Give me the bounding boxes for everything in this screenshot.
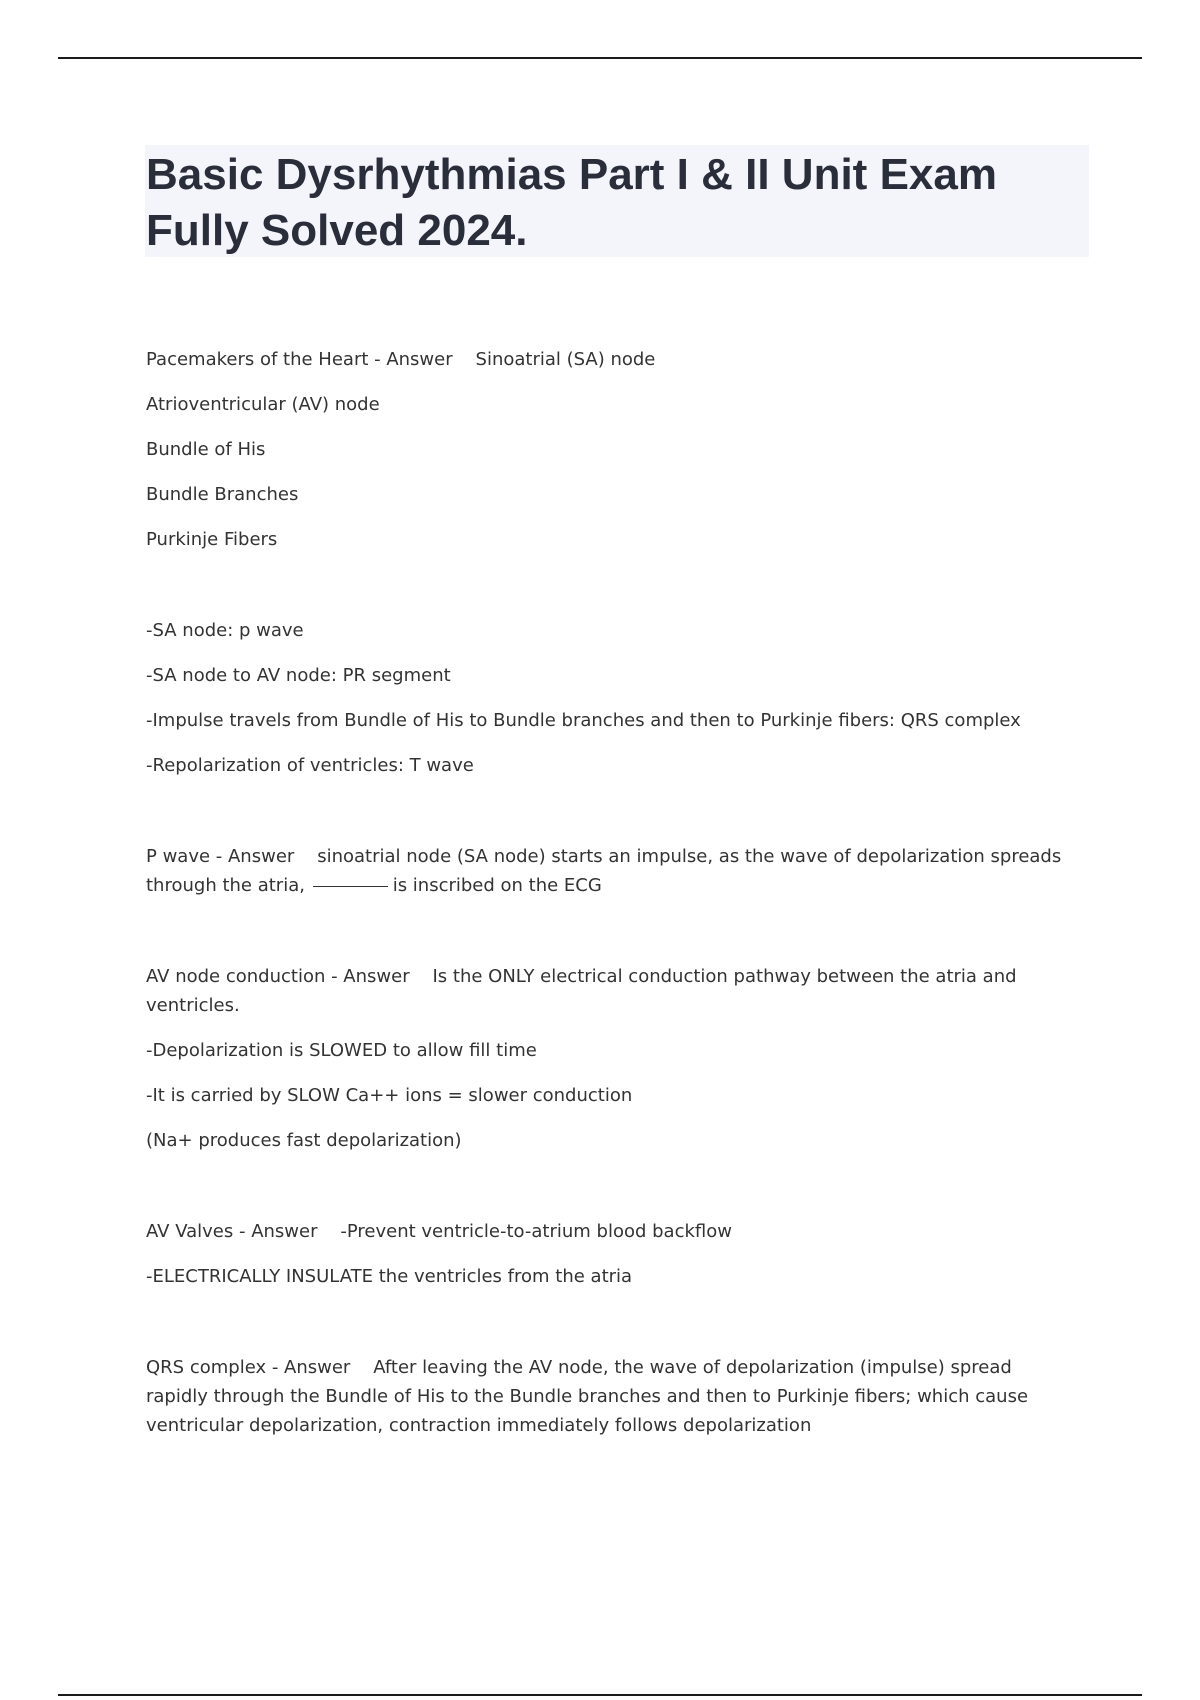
bottom-rule xyxy=(58,1694,1142,1696)
list-item: Atrioventricular (AV) node xyxy=(146,394,380,415)
question-label: AV node conduction - Answer xyxy=(146,966,410,987)
qa-item xyxy=(146,345,1076,374)
answer-text: After leaving the AV node, the wave of depolarization (impulse) spread rapidly through the Bundle of His to the Bundle branches and then to Purkinje fibers; which cause ventricular depolarization, contraction immediately follows depolarization xyxy=(146,1357,1029,1436)
list-item: -ELECTRICALLY INSULATE the ventricles from the atria xyxy=(146,1266,633,1287)
list-item: Bundle of His xyxy=(146,439,266,460)
qa-item xyxy=(146,1353,1076,1440)
qa-item xyxy=(146,842,1076,900)
answer-text: Sinoatrial (SA) node xyxy=(475,349,656,370)
qa-item xyxy=(146,1217,1076,1246)
fill-in-blank xyxy=(313,886,388,887)
answer-text: sinoatrial node (SA node) starts an impulse, as the wave of depolarization spreads through the atria, xyxy=(146,846,1062,896)
list-item: -SA node to AV node: PR segment xyxy=(146,665,451,686)
list-item: -Impulse travels from Bundle of His to Bundle branches and then to Purkinje fibers: QRS complex xyxy=(146,710,1021,731)
question-label: P wave - Answer xyxy=(146,846,295,867)
list-item: -SA node: p wave xyxy=(146,620,304,641)
list-item: Purkinje Fibers xyxy=(146,529,278,550)
list-item: -Repolarization of ventricles: T wave xyxy=(146,755,474,776)
question-label: Pacemakers of the Heart - Answer xyxy=(146,349,453,370)
question-label: QRS complex - Answer xyxy=(146,1357,351,1378)
answer-text: Is the ONLY electrical conduction pathway between the atria and ventricles. xyxy=(146,966,1017,1016)
list-item: Bundle Branches xyxy=(146,484,299,505)
answer-text: -Prevent ventricle-to-atrium blood backflow xyxy=(340,1221,732,1242)
list-item: -It is carried by SLOW Ca++ ions = slower conduction xyxy=(146,1085,633,1106)
qa-item xyxy=(146,962,1076,1020)
list-item: (Na+ produces fast depolarization) xyxy=(146,1130,462,1151)
list-item: -Depolarization is SLOWED to allow fill time xyxy=(146,1040,537,1061)
document-title: Basic Dysrhythmias Part I & II Unit Exam Fully Solved 2024. xyxy=(146,150,997,255)
answer-text-continued: is inscribed on the ECG xyxy=(392,875,602,896)
top-rule xyxy=(58,57,1142,59)
question-label: AV Valves - Answer xyxy=(146,1221,318,1242)
document-body xyxy=(146,345,1076,1440)
